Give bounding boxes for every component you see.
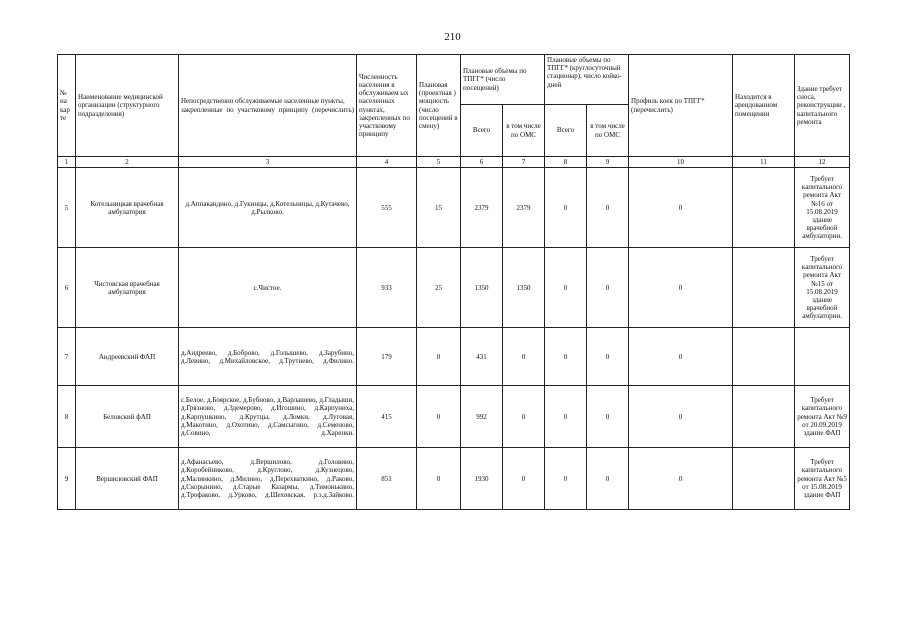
header-inpatient: Плановые объемы по ТПГГ* (круглосуточный стационар), число койко-дней [545, 55, 629, 105]
beds-total: 0 [545, 448, 587, 510]
settlements: д.Афанасьево, д.Вершилово, д.Головино, д.Коробейниково, д.Круглово, д.Кузнецово, д.Малинкино, д.Милино, д.Перехваткино, д.Раково, д.Скорынино, д.Старые Казармы, д.Тимонькино, д.Трофаково, д.Урково, д.Шеховская, р.з.д.Зайково. [179, 448, 357, 510]
population: 179 [357, 328, 417, 386]
column-number: 3 [179, 157, 357, 168]
table-row [58, 168, 850, 248]
row-number: 8 [58, 386, 76, 448]
beds-total: 0 [545, 386, 587, 448]
header-organization: Наименование медицинской организации (структурного подразделения) [76, 55, 179, 157]
settlements: с.Чистое. [179, 248, 357, 328]
column-number: 12 [795, 157, 850, 168]
visits-total: 1350 [461, 248, 503, 328]
visits-oms: 0 [503, 328, 545, 386]
column-number: 6 [461, 157, 503, 168]
beds-oms: 0 [587, 386, 629, 448]
header-capacity: Плановая (проектная ) мощность (число посещений в смену) [417, 55, 461, 157]
visits-total: 1930 [461, 448, 503, 510]
building-status: Требует капитального ремонта Акт №16 от 15.08.2019 здание врачебной амбулатории. [795, 168, 850, 248]
column-number: 10 [629, 157, 733, 168]
header-population: Численность населения в обслуживаем ых населенных пунктах, закрепленных по участковому принципу [357, 55, 417, 157]
beds-total: 0 [545, 248, 587, 328]
header-visits-total: Всего [461, 105, 503, 157]
capacity: 0 [417, 386, 461, 448]
rented [733, 328, 795, 386]
column-number: 4 [357, 157, 417, 168]
rented [733, 386, 795, 448]
organization-name: Котельницкая врачебная амбулатория [76, 168, 179, 248]
header-number: № на кар те [58, 55, 76, 157]
column-numbers-row [58, 157, 850, 168]
row-number: 9 [58, 448, 76, 510]
header-visits: Плановые объемы по ТПГГ* (число посещений) [461, 55, 545, 105]
row-number: 6 [58, 248, 76, 328]
beds-oms: 0 [587, 168, 629, 248]
population: 851 [357, 448, 417, 510]
beds-total: 0 [545, 328, 587, 386]
building-status [795, 328, 850, 386]
table-row [58, 328, 850, 386]
capacity: 25 [417, 248, 461, 328]
beds-oms: 0 [587, 248, 629, 328]
visits-oms: 0 [503, 386, 545, 448]
population: 415 [357, 386, 417, 448]
header-rented: Находится в арендованном помещении [733, 55, 795, 157]
page-number: 210 [444, 31, 461, 43]
population: 555 [357, 168, 417, 248]
row-number: 7 [58, 328, 76, 386]
column-number: 9 [587, 157, 629, 168]
building-status: Требует капитального ремонта Акт №5 от 15.08.2019 здание ФАП [795, 448, 850, 510]
header-beds-oms: в том числе по ОМС [587, 105, 629, 157]
beds-oms: 0 [587, 328, 629, 386]
visits-total: 992 [461, 386, 503, 448]
building-status: Требует капитального ремонта Акт №9 от 20.09.2019 здание ФАП [795, 386, 850, 448]
organization-name: Чистовская врачебная амбулатория [76, 248, 179, 328]
visits-oms: 0 [503, 448, 545, 510]
organization-name: Беловский фАП [76, 386, 179, 448]
capacity: 0 [417, 448, 461, 510]
column-number: 1 [58, 157, 76, 168]
header-bed-profile: Профиль коек по ТПГГ* (перечислить) [629, 55, 733, 157]
capacity: 15 [417, 168, 461, 248]
column-number: 5 [417, 157, 461, 168]
row-number: 5 [58, 168, 76, 248]
column-number: 7 [503, 157, 545, 168]
settlements: д.Аппакандино, д.Гукинцы, д.Котельницы, д.Кутачево, д.Рылково. [179, 168, 357, 248]
rented [733, 448, 795, 510]
settlements: д.Андреево, д.Боброво, д.Голышево, д.Зарубино, д.Левино, д.Михайловское, д.Трутнево, д.Филино. [179, 328, 357, 386]
capacity: 0 [417, 328, 461, 386]
settlements: с.Белое, д.Боярское, д.Бубново, д.Варлашево, д.Гладыши, д.Грязново, д.Здемерово, д.Игошино, д.Карпуниха, д.Карпушкино, д.Крутцы, д.Ломки, д.Луговая, д.Макотино, д.Охотино, д.Самсыгино, д.Семеново, д.Совино, д.Харенки. [179, 386, 357, 448]
table-row [58, 248, 850, 328]
organization-name: Вершиловский ФАП [76, 448, 179, 510]
building-status: Требует капитального ремонта Акт №15 от 15.08.2019 здание врачебной амбулатории. [795, 248, 850, 328]
rented [733, 168, 795, 248]
column-number: 8 [545, 157, 587, 168]
visits-oms: 1350 [503, 248, 545, 328]
table-row [58, 448, 850, 510]
beds-total: 0 [545, 168, 587, 248]
organization-name: Андреевский ФАП [76, 328, 179, 386]
header-settlements: Непосредственно обслуживаемые населенные пункты, закрепленные по участковому принципу (перечислить) [179, 55, 357, 157]
column-number: 11 [733, 157, 795, 168]
bed-profile: 0 [629, 328, 733, 386]
facilities-table [57, 54, 850, 510]
population: 933 [357, 248, 417, 328]
header-visits-oms: в том числе по ОМС [503, 105, 545, 157]
rented [733, 248, 795, 328]
header-beds-total: Всего [545, 105, 587, 157]
bed-profile: 0 [629, 448, 733, 510]
visits-total: 2379 [461, 168, 503, 248]
visits-total: 431 [461, 328, 503, 386]
bed-profile: 0 [629, 386, 733, 448]
beds-oms: 0 [587, 448, 629, 510]
header-building: Здание требует сноса, реконструкции , капитального ремонта [795, 55, 850, 157]
bed-profile: 0 [629, 248, 733, 328]
column-number: 2 [76, 157, 179, 168]
bed-profile: 0 [629, 168, 733, 248]
visits-oms: 2379 [503, 168, 545, 248]
table-row [58, 386, 850, 448]
